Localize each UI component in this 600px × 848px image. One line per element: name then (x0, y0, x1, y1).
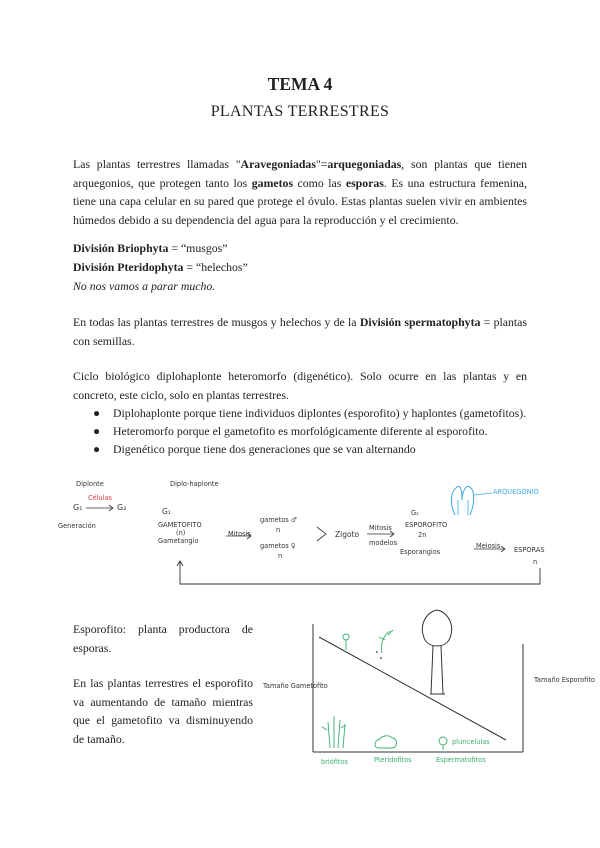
intro-paragraph: Las plantas terrestres llamadas "Aravegoniadas"=arquegoniadas, son plantas que tienen arquegonios, que protegen tanto los gametos como las esporas. Es una estructura femenina, tiene una capa celular en su pared que protege el óvulo. Estas plantas suelen vivir en ambientes húmedos debido a su dependencia del agua para la reproducción y el crecimiento. (73, 157, 527, 227)
gametofito-n: (n) (176, 529, 186, 537)
celulas-label: Células (88, 494, 112, 502)
pteridofitos-label: Pteridofitos (374, 756, 412, 764)
generacion-label: Generación (58, 522, 96, 530)
tree-icon (422, 610, 451, 694)
cycle-paragraph: Ciclo biológico diplohaplonte heteromorfo (digenético). Solo ocurre en las plantas y en concreto, este ciclo, solo en plantas terrestres. (73, 369, 527, 402)
g1b-label: G₁ (162, 507, 171, 516)
trend-line (319, 637, 506, 740)
bullet-icon: ● (93, 424, 101, 438)
gametos-f-n: n (278, 552, 283, 560)
tam-esporofito-label: Tamaño Esporofito (534, 676, 595, 684)
gametofito-label: GAMETOFITO (158, 521, 202, 529)
esporas-n: n (533, 558, 538, 566)
page-title: TEMA 4 (267, 74, 333, 94)
mitosis2-label: Mitosis (369, 524, 392, 532)
esporas-label: ESPORAS (514, 546, 545, 554)
esporangios-label: Esporangios (400, 548, 441, 556)
modelos-label: modelos (369, 539, 398, 547)
bullet-icon: ● (93, 442, 101, 456)
gametos-m-label: gametos ♂ (260, 516, 297, 524)
fern-small-icon (375, 736, 397, 748)
espermatofitos-label: Espermatofitos (436, 756, 486, 764)
esporofito-label: ESPOROFITO (405, 521, 448, 529)
meiosis-label: Meiosis (476, 542, 501, 550)
dot-mark (380, 657, 382, 659)
fern-icon (379, 630, 393, 653)
tam-gametofito-label: Tamaño Gametofito (263, 682, 328, 690)
esporofito-definition: Esporofito: planta productora de esporas. (73, 622, 253, 655)
pluricelulas-label: pluricelulas (452, 738, 490, 746)
moss-icon (322, 716, 346, 748)
g2-label: G₂ (117, 503, 127, 512)
gametos-f-label: gametos ♀ (260, 542, 296, 550)
esporofito-2n: 2n (418, 531, 427, 539)
dot-mark (376, 651, 378, 653)
diplonte-label: Diplonte (76, 480, 104, 488)
g2b-label: G₂ (411, 509, 419, 517)
arquegonio-label: ARQUEGONIO (493, 488, 539, 496)
zigoto-label: Zigoto (335, 530, 360, 539)
gametos-m-n: n (276, 526, 281, 534)
gametangio-label: Gametangio (158, 537, 199, 545)
size-trend-paragraph: En las plantas terrestres el esporofito va aumentando de tamaño mientras que el gametofito va disminuyendo de tamaño. (73, 676, 253, 746)
spermatophyta-paragraph: En todas las plantas terrestres de musgos y helechos y de la División spermatophyta = plantas con semillas. (73, 315, 527, 348)
division-pteridophyta: División Pteridophyta = “helechos” (73, 260, 248, 274)
diplo-haplonte-label: Diplo-haplonte (170, 480, 219, 488)
division-briophyta: División Briophyta = “musgos” (73, 241, 228, 255)
briofitos-label: briófitos (321, 758, 348, 766)
small-tree-icon (439, 737, 447, 750)
small-moss-icon (343, 634, 349, 650)
g1-label: G₁ (73, 503, 83, 512)
division-note: No nos vamos a parar mucho. (73, 279, 216, 293)
page-subtitle: PLANTAS TERRESTRES (210, 103, 390, 120)
mitosis-label: Mitosis (228, 530, 251, 538)
bullet-icon: ● (93, 406, 101, 420)
